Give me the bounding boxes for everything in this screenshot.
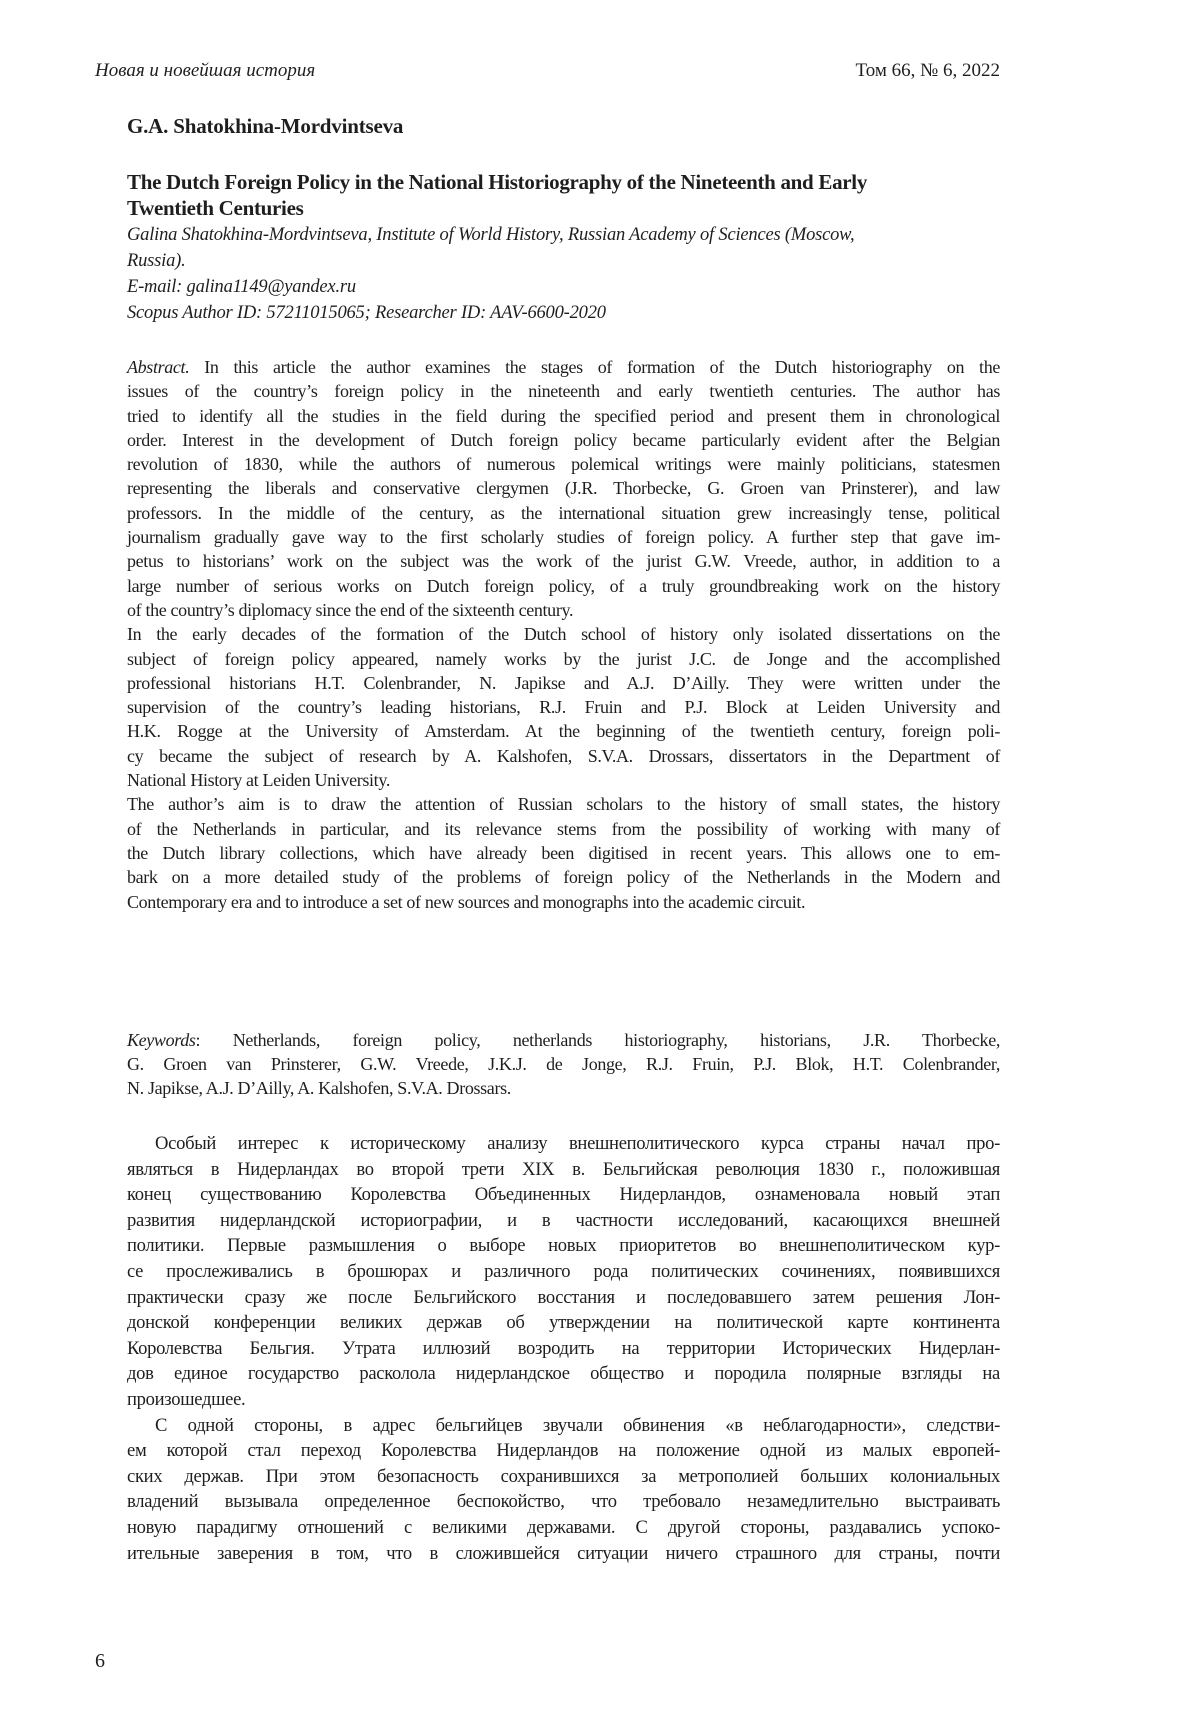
keywords-line: G. Groen van Prinsterer, G.W. Vreede, J.K.J. de Jonge, R.J. Fruin, P.J. Blok, H.T. Colenbrander, [127, 1054, 1000, 1074]
body-line: донской конференции великих держав об утверждении на политической карте континента [127, 1312, 1000, 1334]
abstract-line: the Dutch library collections, which have already been digitised in recent years. This allows one to em- [127, 842, 1000, 863]
body-line: политики. Первые размышления о выборе новых приоритетов во внешнеполитическом кур- [127, 1235, 1000, 1257]
abstract-line: subject of foreign policy appeared, namely works by the jurist J.C. de Jonge and the accomplished [127, 648, 1000, 669]
body-line: С одной стороны, в адрес бельгийцев звучали обвинения «в неблагодарности», следстви- [155, 1414, 1000, 1436]
abstract-line: professors. In the middle of the century, as the international situation grew increasingly tense, political [127, 502, 1000, 523]
abstract-line: professional historians H.T. Colenbrander, N. Japikse and A.J. D’Ailly. They were written under the [127, 672, 1000, 693]
abstract-line: National History at Leiden University. [127, 770, 390, 791]
body-line: ем которой стал переход Королевства Нидерландов на положение одной из малых европей- [127, 1440, 1000, 1462]
body-line: владений вызывала определенное беспокойство, что требовало незамедлительно выстраивать [127, 1491, 1000, 1513]
body-line: ительные заверения в том, что в сложившейся ситуации ничего страшного для страны, почти [127, 1542, 1000, 1564]
keywords-line: N. Japikse, A.J. D’Ailly, A. Kalshofen, S.V.A. Drossars. [127, 1078, 511, 1098]
keywords-line: Keywords: Netherlands, foreign policy, netherlands historiography, historians, J.R. Thorbecke, [127, 1030, 1000, 1050]
body-line: дов единое государство расколола нидерландское общество и породила полярные взгляды на [127, 1363, 1000, 1385]
body-line: практически сразу же после Бельгийского восстания и последовавшего затем решения Лон- [127, 1286, 1000, 1308]
article-title-line-2: Twentieth Centuries [127, 196, 304, 220]
abstract-line: In the early decades of the formation of the Dutch school of history only isolated dissertations on the [127, 624, 1000, 645]
abstract-line: bark on a more detailed study of the problems of foreign policy of the Netherlands in the Modern and [127, 867, 1000, 888]
abstract [127, 355, 1000, 914]
keywords [127, 1028, 1000, 1100]
abstract-line: tried to identify all the studies in the field during the specified period and present them in chronological [127, 405, 1000, 426]
body-line: Королевства Бельгия. Утрата иллюзий возродить на территории Исторических Нидерлан- [127, 1337, 1000, 1359]
abstract-line: supervision of the country’s leading historians, R.J. Fruin and P.J. Block at Leiden University and [127, 697, 1000, 718]
abstract-line: representing the liberals and conservative clergymen (J.R. Thorbecke, G. Groen van Prinsterer), and law [127, 478, 1000, 499]
abstract-line: large number of serious works on Dutch foreign policy, of a truly groundbreaking work on the history [127, 575, 1000, 596]
body-line: развития нидерландской историографии, и в частности исследований, касающихся внешней [127, 1209, 1000, 1231]
abstract-label: Abstract. [127, 357, 190, 377]
abstract-line: petus to historians’ work on the subject was the work of the jurist G.W. Vreede, author, in addition to a [127, 551, 1000, 572]
abstract-line: of the Netherlands in particular, and its relevance stems from the possibility of working with many of [127, 818, 1000, 839]
page-number: 6 [95, 1650, 105, 1672]
abstract-line: H.K. Rogge at the University of Amsterdam. At the beginning of the twentieth century, foreign poli- [127, 721, 1000, 742]
abstract-line: order. Interest in the development of Dutch foreign policy became particularly evident after the Belgian [127, 429, 1000, 450]
abstract-line: revolution of 1830, while the authors of numerous polemical writings were mainly politicians, statesmen [127, 454, 1000, 475]
abstract-line: of the country’s diplomacy since the end of the sixteenth century. [127, 599, 574, 620]
body-line: являться в Нидерландах во второй трети XIX в. Бельгийская революция 1830 г., положившая [127, 1158, 1000, 1180]
body-line: произошедшее. [127, 1388, 246, 1410]
abstract-line: The author’s aim is to draw the attention of Russian scholars to the history of small states, the history [127, 794, 1000, 815]
keywords-label: Keywords [127, 1030, 196, 1050]
abstract-line: Contemporary era and to introduce a set of new sources and monographs into the academic circuit. [127, 891, 806, 912]
abstract-line: issues of the country’s foreign policy in the nineteenth and early twentieth centuries. The author has [127, 381, 1000, 402]
abstract-line: journalism gradually gave way to the first scholarly studies of foreign policy. A further step that gave im- [127, 527, 1000, 548]
email-line: E-mail: galina1149@yandex.ru [127, 277, 356, 297]
affiliation-line: Galina Shatokhina-Mordvintseva, Institute of World History, Russian Academy of Sciences (Moscow, [127, 225, 855, 245]
issue-info: Том 66, № 6, 2022 [855, 60, 1000, 81]
body-line: ских держав. При этом безопасность сохранившихся за метрополией больших колониальных [127, 1465, 1000, 1487]
body-line: се прослеживались в брошюрах и различного рода политических сочинениях, появившихся [127, 1260, 1000, 1282]
author-ids-line: Scopus Author ID: 57211015065; Researcher ID: AAV-6600-2020 [127, 303, 606, 323]
body-line: новую парадигму отношений с великими державами. С другой стороны, раздавались успоко- [127, 1516, 1000, 1538]
article-title-line-1: The Dutch Foreign Policy in the National Historiography of the Nineteenth and Early [127, 170, 868, 194]
abstract-line: Abstract. In this article the author examines the stages of formation of the Dutch historiography on the [127, 357, 1000, 377]
body-text [127, 1131, 1000, 1566]
author-name: G.A. Shatokhina-Mordvintseva [127, 114, 404, 138]
affiliation-line: Russia). [127, 251, 186, 271]
journal-title: Новая и новейшая история [95, 60, 316, 81]
body-line: конец существованию Королевства Объединенных Нидерландов, ознаменовала новый этап [127, 1184, 1000, 1206]
body-line: Особый интерес к историческому анализу внешнеполитического курса страны начал про- [155, 1133, 1000, 1154]
abstract-line: cy became the subject of research by A. Kalshofen, S.V.A. Drossars, dissertators in the Department of [127, 745, 1000, 766]
